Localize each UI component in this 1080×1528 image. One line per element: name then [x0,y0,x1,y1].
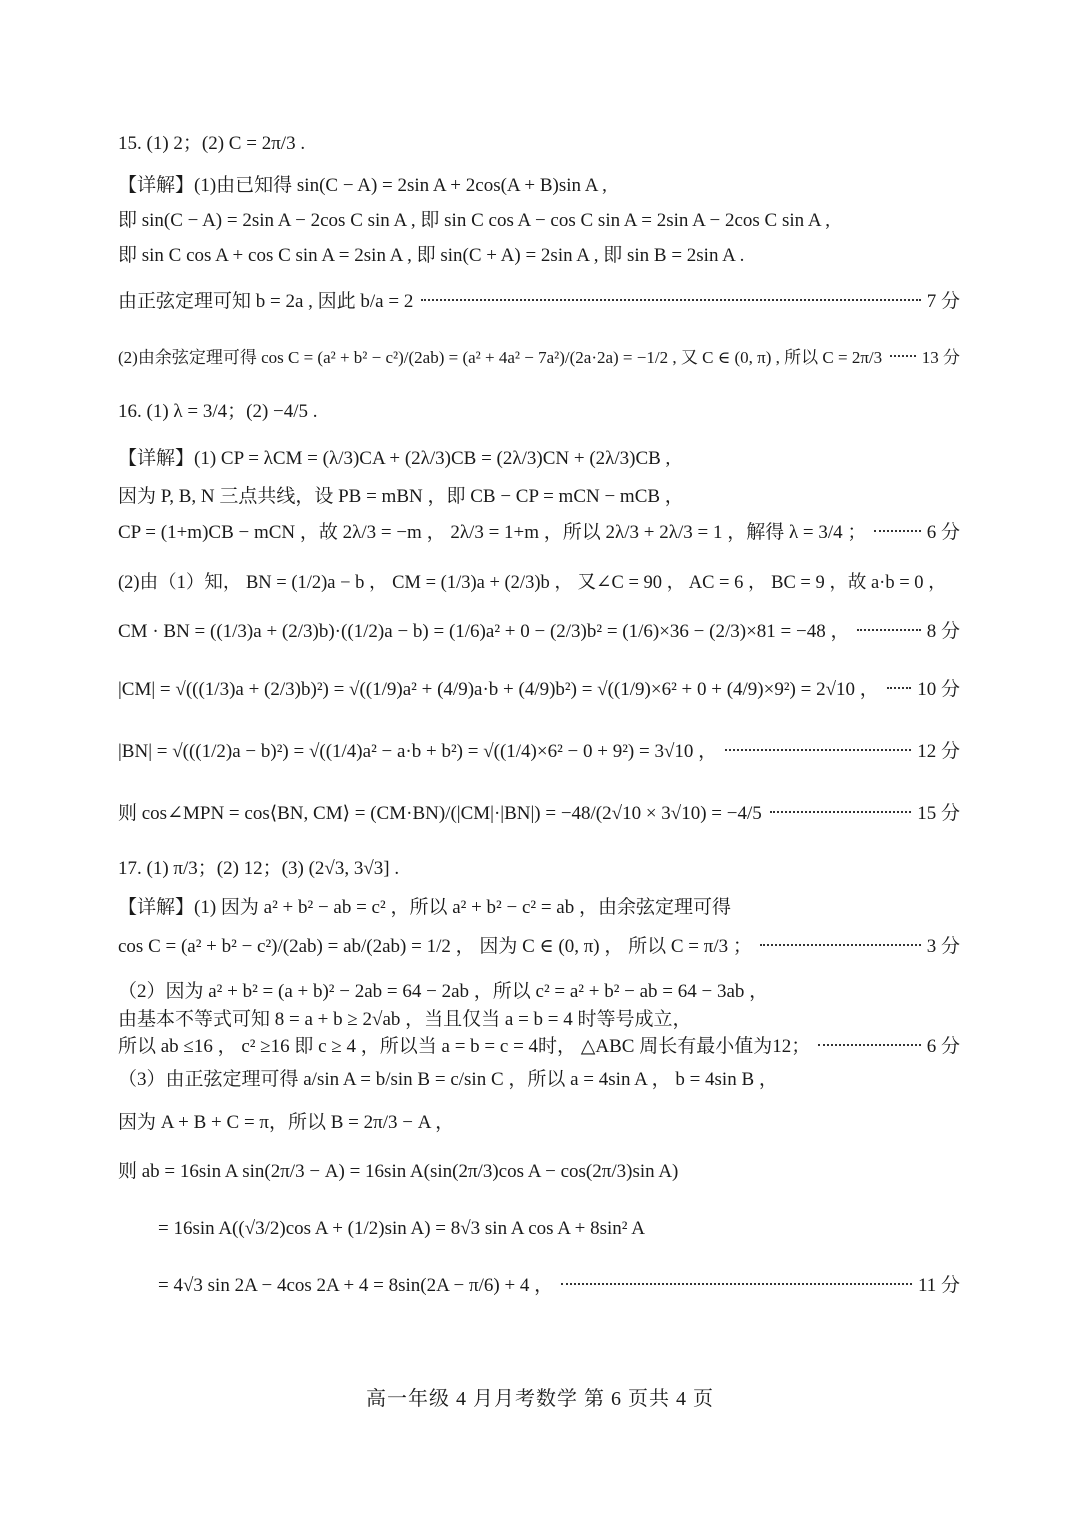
q15-answer: 15. (1) 2；(2) C = 2π/3 . [118,133,306,154]
q16-answer: 16. (1) λ = 3/4；(2) −4/5 . [118,401,318,422]
page-footer: 高一年级 4 月月考数学 第 6 页共 4 页 [366,1388,714,1410]
q17-detail-4: （3）由正弦定理可得 a/sin A = b/sin B = c/sin C ，所以 a = 4sin A ， b = 4sin B ， [118,1069,778,1090]
q15-step-13: (2)由余弦定理可得 cos C = (a² + b² − c²)/(2ab) = (a² + 4a² − 7a²)/(2a·2a) = −1/2 , 又 C ∈ (0, π) , 所以 C = 2π/3 13 分 [118,346,960,370]
q17-detail-7: = 16sin A((√3/2)cos A + (1/2)sin A) = 8√3 sin A cos A + 8sin² A [158,1218,645,1239]
q16-detail-1: 【详解】(1) CP = λCM = (λ/3)CA + (2λ/3)CB = (2λ/3)CN + (2λ/3)CB , [118,448,671,469]
score-label: 6 分 [926,1036,960,1057]
leader-dots [890,355,916,357]
leader-dots [857,629,920,631]
q17-step-6: 所以 ab ≤16 ， c² ≥16 即 c ≥ 4 ，所以当 a = b = c = 4时， △ABC 周长有最小值为12； 6 分 [118,1036,960,1057]
leader-dots [887,687,911,689]
q17-step-11: = 4√3 sin 2A − 4cos 2A + 4 = 8sin(2A − π/6) + 4 ， 11 分 [158,1275,960,1296]
leader-dots [770,811,911,813]
score-label: 6 分 [926,522,960,543]
score-label: 15 分 [917,803,960,824]
leader-dots [725,749,911,751]
score-label: 11 分 [917,1275,960,1296]
q15-detail-2: 即 sin(C − A) = 2sin A − 2cos C sin A , 即 sin C cos A − cos C sin A = 2sin A − 2cos C sin A , [118,210,830,231]
leader-dots [760,944,921,946]
score-label: 8 分 [926,621,960,642]
q17-answer: 17. (1) π/3；(2) 12；(3) (2√3, 3√3] . [118,858,400,879]
q17-detail-2: （2）因为 a² + b² = (a + b)² − 2ab = 64 − 2ab ，所以 c² = a² + b² − ab = 64 − 3ab ， [118,981,769,1002]
score-label: 7 分 [926,291,960,312]
q16-step-10: |CM| = √(((1/3)a + (2/3)b)²) = √((1/9)a² + (4/9)a·b + (4/9)b²) = √((1/9)×6² + 0 + (4/9)×9²) = 2√10 ， 10 分 [118,679,960,700]
q16-detail-2: 因为 P, B, N 三点共线，设 PB = mBN ，即 CB − CP = mCN − mCB ， [118,486,684,507]
q17-detail-3: 由基本不等式可知 8 = a + b ≥ 2√ab ，当且仅当 a = b = 4 时等号成立， [118,1009,692,1030]
q17-detail-6: 则 ab = 16sin A sin(2π/3 − A) = 16sin A(sin(2π/3)cos A − cos(2π/3)sin A) [118,1161,679,1182]
q17-detail-1: 【详解】(1) 因为 a² + b² − ab = c² ，所以 a² + b² − c² = ab ，由余弦定理可得 [118,897,731,918]
q16-step-8: CM · BN = ((1/3)a + (2/3)b)·((1/2)a − b) = (1/6)a² + 0 − (2/3)b² = (1/6)×36 − (2/3)×81 = −48 ， 8 分 [118,621,960,642]
q16-detail-3: (2)由（1）知， BN = (1/2)a − b ， CM = (1/3)a + (2/3)b ， 又∠C = 90 ， AC = 6 ， BC = 9 ，故 a·b = 0 ， [118,573,947,593]
q16-step-12: |BN| = √(((1/2)a − b)²) = √((1/4)a² − a·b + b²) = √((1/4)×6² − 0 + 9²) = 3√10 ， 12 分 [118,741,960,762]
q16-step-15: 则 cos∠MPN = cos⟨BN, CM⟩ = (CM·BN)/(|CM|·|BN|) = −48/(2√10 × 3√10) = −4/5 15 分 [118,803,960,824]
q15-detail-1: 【详解】(1)由已知得 sin(C − A) = 2sin A + 2cos(A + B)sin A , [118,175,607,196]
score-label: 10 分 [917,679,960,700]
q15-detail-3: 即 sin C cos A + cos C sin A = 2sin A , 即 sin(C + A) = 2sin A , 即 sin B = 2sin A . [118,245,745,266]
score-label: 13 分 [921,348,960,367]
leader-dots [874,530,920,532]
score-label: 12 分 [917,741,960,762]
score-label: 3 分 [926,936,960,957]
q17-detail-5: 因为 A + B + C = π，所以 B = 2π/3 − A ， [118,1112,455,1133]
leader-dots [818,1044,921,1046]
leader-dots [561,1283,912,1285]
leader-dots [421,299,920,301]
q17-step-3: cos C = (a² + b² − c²)/(2ab) = ab/(2ab) = 1/2 ， 因为 C ∈ (0, π) ， 所以 C = π/3 ； 3 分 [118,936,960,957]
q15-step-7: 由正弦定理可知 b = 2a , 因此 b/a = 2 7 分 [118,291,960,312]
q16-step-6: CP = (1+m)CB − mCN ，故 2λ/3 = −m ， 2λ/3 = 1+m ，所以 2λ/3 + 2λ/3 = 1 ，解得 λ = 3/4 ； 6 分 [118,522,960,543]
